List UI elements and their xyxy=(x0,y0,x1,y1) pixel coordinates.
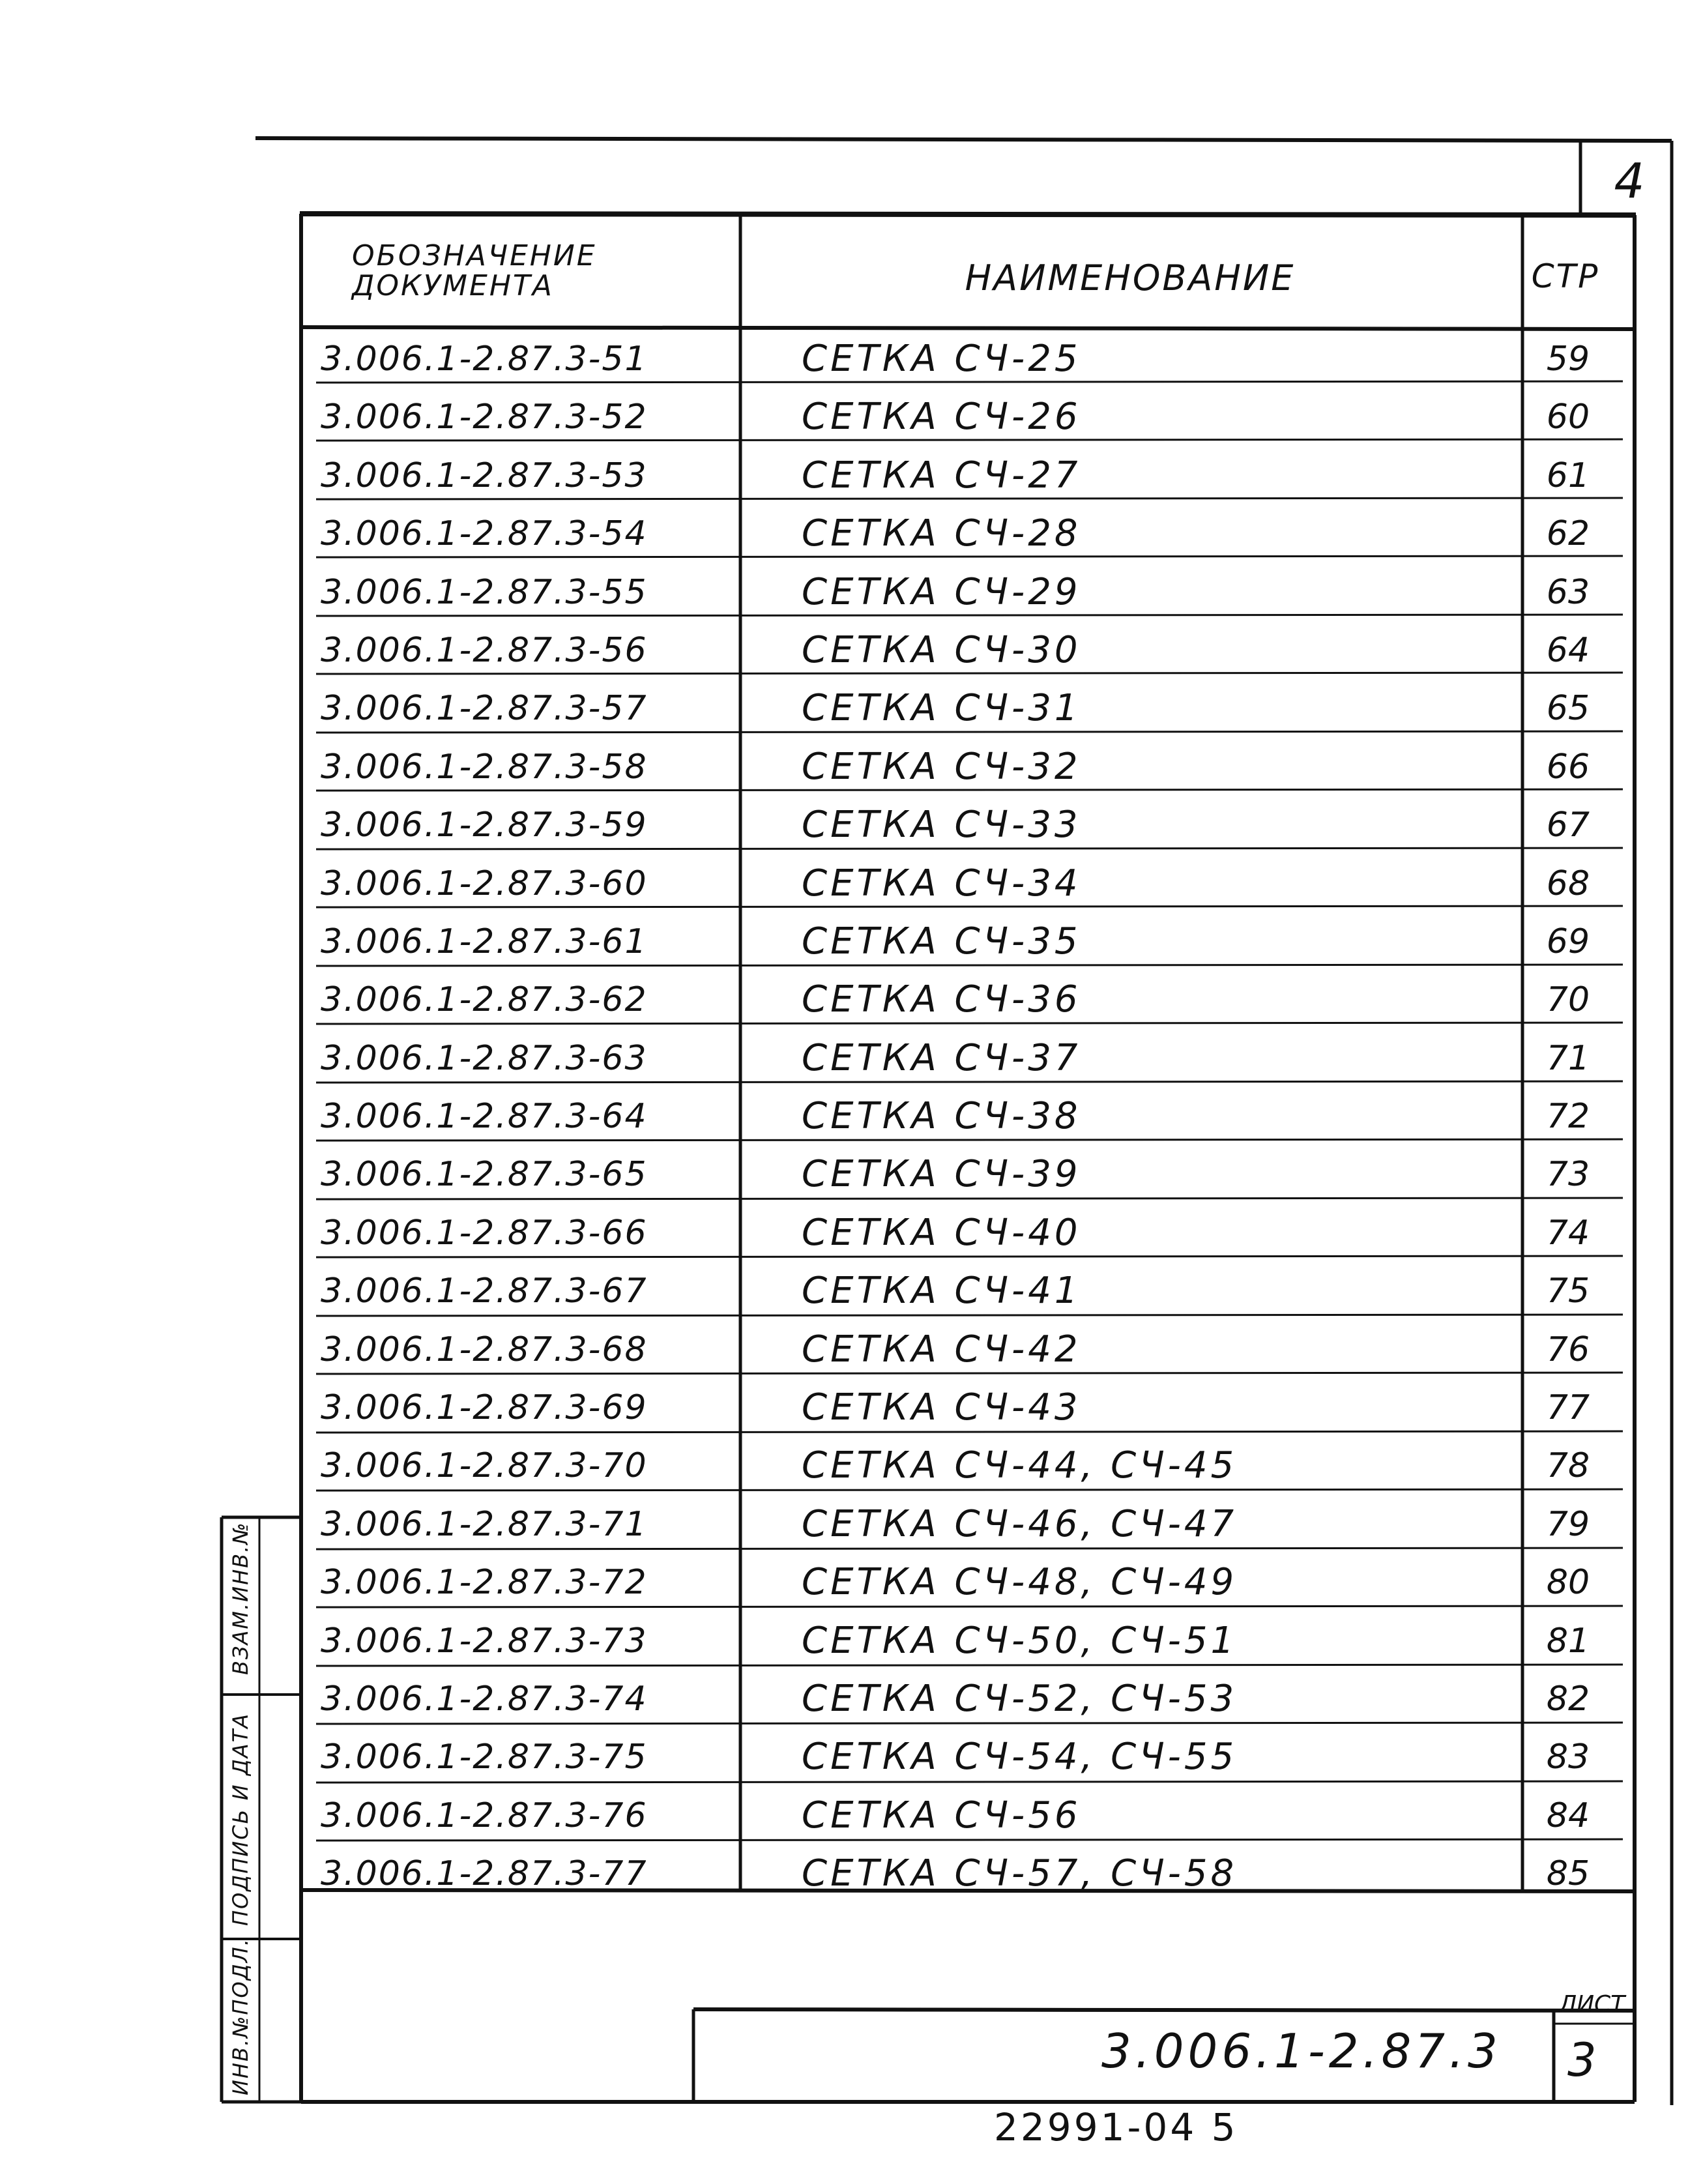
table-row xyxy=(301,795,1635,853)
row-code: 3.006.1-2.87.3-75 xyxy=(321,1738,648,1777)
row-code: 3.006.1-2.87.3-70 xyxy=(321,1446,648,1486)
stamp-sheet-number: 3 xyxy=(1567,2033,1597,2087)
table-row xyxy=(301,1786,1635,1844)
row-name: СЕТКА СЧ-43 xyxy=(802,1386,1081,1429)
row-code: 3.006.1-2.87.3-54 xyxy=(321,514,648,554)
row-code: 3.006.1-2.87.3-67 xyxy=(321,1272,648,1311)
row-name: СЕТКА СЧ-50, СЧ-51 xyxy=(802,1619,1238,1662)
row-page: 65 xyxy=(1546,689,1590,729)
row-page: 69 xyxy=(1546,922,1590,961)
row-name: СЕТКА СЧ-27 xyxy=(802,454,1081,497)
table-body xyxy=(301,329,1635,1902)
row-code: 3.006.1-2.87.3-77 xyxy=(321,1854,648,1894)
stamp-document-code: 3.006.1-2.87.3 xyxy=(1101,2024,1502,2078)
row-page: 66 xyxy=(1546,747,1590,787)
table-row xyxy=(301,1552,1635,1610)
row-name: СЕТКА СЧ-30 xyxy=(802,628,1081,671)
row-code: 3.006.1-2.87.3-57 xyxy=(321,689,648,729)
row-code: 3.006.1-2.87.3-64 xyxy=(321,1097,648,1137)
row-name: СЕТКА СЧ-40 xyxy=(802,1211,1081,1254)
row-page: 76 xyxy=(1546,1330,1590,1369)
header-page: СТР xyxy=(1531,257,1600,295)
table-row xyxy=(301,678,1635,736)
row-name: СЕТКА СЧ-56 xyxy=(802,1794,1081,1837)
row-page: 74 xyxy=(1546,1213,1590,1253)
footer-code: 22991-04 5 xyxy=(994,2105,1238,2149)
table-row xyxy=(301,737,1635,795)
table-row xyxy=(301,1844,1635,1902)
row-name: СЕТКА СЧ-29 xyxy=(802,570,1081,613)
row-name: СЕТКА СЧ-28 xyxy=(802,512,1081,555)
row-code: 3.006.1-2.87.3-72 xyxy=(321,1563,648,1603)
table-row xyxy=(301,1669,1635,1727)
row-name: СЕТКА СЧ-48, СЧ-49 xyxy=(802,1561,1238,1604)
table-row xyxy=(301,329,1635,387)
table-row xyxy=(301,970,1635,1028)
side-label-vzam-inv: ВЗАМ.ИНВ.№ xyxy=(228,1521,253,1675)
row-code: 3.006.1-2.87.3-59 xyxy=(321,806,648,845)
table-row xyxy=(301,620,1635,678)
row-code: 3.006.1-2.87.3-71 xyxy=(321,1504,648,1544)
row-code: 3.006.1-2.87.3-76 xyxy=(321,1796,648,1835)
table-row xyxy=(301,1494,1635,1552)
row-page: 72 xyxy=(1546,1097,1590,1137)
row-code: 3.006.1-2.87.3-63 xyxy=(321,1038,648,1078)
row-code: 3.006.1-2.87.3-62 xyxy=(321,980,648,1020)
row-page: 70 xyxy=(1546,980,1590,1020)
row-name: СЕТКА СЧ-26 xyxy=(802,396,1081,439)
header-name: НАИМЕНОВАНИЕ xyxy=(965,257,1296,298)
row-code: 3.006.1-2.87.3-73 xyxy=(321,1621,648,1661)
table-row xyxy=(301,1611,1635,1669)
row-name: СЕТКА СЧ-32 xyxy=(802,745,1081,788)
row-code: 3.006.1-2.87.3-60 xyxy=(321,864,648,903)
side-label-podpis-data: ПОДПИСЬ И ДАТА xyxy=(228,1712,253,1926)
table-row xyxy=(301,1436,1635,1494)
row-page: 64 xyxy=(1546,630,1590,670)
sheet-number: 4 xyxy=(1614,153,1645,209)
row-name: СЕТКА СЧ-54, СЧ-55 xyxy=(802,1736,1238,1779)
row-code: 3.006.1-2.87.3-69 xyxy=(321,1388,648,1428)
row-page: 77 xyxy=(1546,1388,1590,1428)
row-code: 3.006.1-2.87.3-61 xyxy=(321,922,648,961)
side-label-inv-podl: ИНВ.№ПОДЛ. xyxy=(228,1938,253,2095)
row-page: 73 xyxy=(1546,1155,1590,1195)
row-code: 3.006.1-2.87.3-58 xyxy=(321,747,648,787)
table-row xyxy=(301,854,1635,912)
row-page: 81 xyxy=(1546,1621,1590,1661)
row-name: СЕТКА СЧ-41 xyxy=(802,1270,1081,1313)
stamp-sheet-label: ЛИСТ xyxy=(1559,1991,1625,2018)
table-row xyxy=(301,446,1635,504)
row-name: СЕТКА СЧ-42 xyxy=(802,1328,1081,1371)
row-code: 3.006.1-2.87.3-53 xyxy=(321,456,648,495)
row-page: 62 xyxy=(1546,514,1590,554)
row-page: 75 xyxy=(1546,1272,1590,1311)
row-page: 82 xyxy=(1546,1679,1590,1719)
table-row xyxy=(301,1086,1635,1144)
table-row xyxy=(301,912,1635,970)
row-page: 59 xyxy=(1546,340,1590,379)
row-name: СЕТКА СЧ-34 xyxy=(802,862,1081,905)
row-code: 3.006.1-2.87.3-65 xyxy=(321,1155,648,1195)
row-name: СЕТКА СЧ-57, СЧ-58 xyxy=(802,1852,1238,1895)
row-page: 83 xyxy=(1546,1738,1590,1777)
row-code: 3.006.1-2.87.3-52 xyxy=(321,398,648,437)
row-code: 3.006.1-2.87.3-74 xyxy=(321,1679,648,1719)
row-name: СЕТКА СЧ-39 xyxy=(802,1153,1081,1196)
table-row xyxy=(301,1203,1635,1261)
row-name: СЕТКА СЧ-46, СЧ-47 xyxy=(802,1502,1238,1545)
row-name: СЕТКА СЧ-31 xyxy=(802,687,1081,730)
row-name: СЕТКА СЧ-25 xyxy=(802,338,1081,380)
row-page: 67 xyxy=(1546,806,1590,845)
header-code-line2: ДОКУМЕНТА xyxy=(352,269,554,302)
table-row xyxy=(301,504,1635,562)
header-code-line1: ОБОЗНАЧЕНИЕ xyxy=(352,239,597,272)
row-code: 3.006.1-2.87.3-51 xyxy=(321,340,648,379)
row-page: 61 xyxy=(1546,456,1590,495)
row-page: 68 xyxy=(1546,864,1590,903)
row-code: 3.006.1-2.87.3-66 xyxy=(321,1213,648,1253)
row-name: СЕТКА СЧ-33 xyxy=(802,804,1081,847)
row-name: СЕТКА СЧ-38 xyxy=(802,1095,1081,1138)
header-code xyxy=(352,241,691,301)
row-name: СЕТКА СЧ-52, СЧ-53 xyxy=(802,1677,1238,1720)
row-name: СЕТКА СЧ-35 xyxy=(802,920,1081,963)
row-name: СЕТКА СЧ-44, СЧ-45 xyxy=(802,1444,1238,1487)
table-row xyxy=(301,1028,1635,1086)
table-row xyxy=(301,387,1635,445)
table-row xyxy=(301,1320,1635,1378)
row-page: 63 xyxy=(1546,572,1590,612)
row-page: 79 xyxy=(1546,1504,1590,1544)
table-row xyxy=(301,562,1635,620)
row-page: 78 xyxy=(1546,1446,1590,1486)
row-page: 85 xyxy=(1546,1854,1590,1894)
table-row xyxy=(301,1727,1635,1785)
row-page: 80 xyxy=(1546,1563,1590,1603)
row-code: 3.006.1-2.87.3-56 xyxy=(321,630,648,670)
row-code: 3.006.1-2.87.3-55 xyxy=(321,572,648,612)
table-row xyxy=(301,1378,1635,1436)
row-name: СЕТКА СЧ-37 xyxy=(802,1036,1081,1079)
row-page: 60 xyxy=(1546,398,1590,437)
row-code: 3.006.1-2.87.3-68 xyxy=(321,1330,648,1369)
row-name: СЕТКА СЧ-36 xyxy=(802,978,1081,1021)
row-page: 84 xyxy=(1546,1796,1590,1835)
table-row xyxy=(301,1261,1635,1319)
row-page: 71 xyxy=(1546,1038,1590,1078)
table-row xyxy=(301,1144,1635,1202)
